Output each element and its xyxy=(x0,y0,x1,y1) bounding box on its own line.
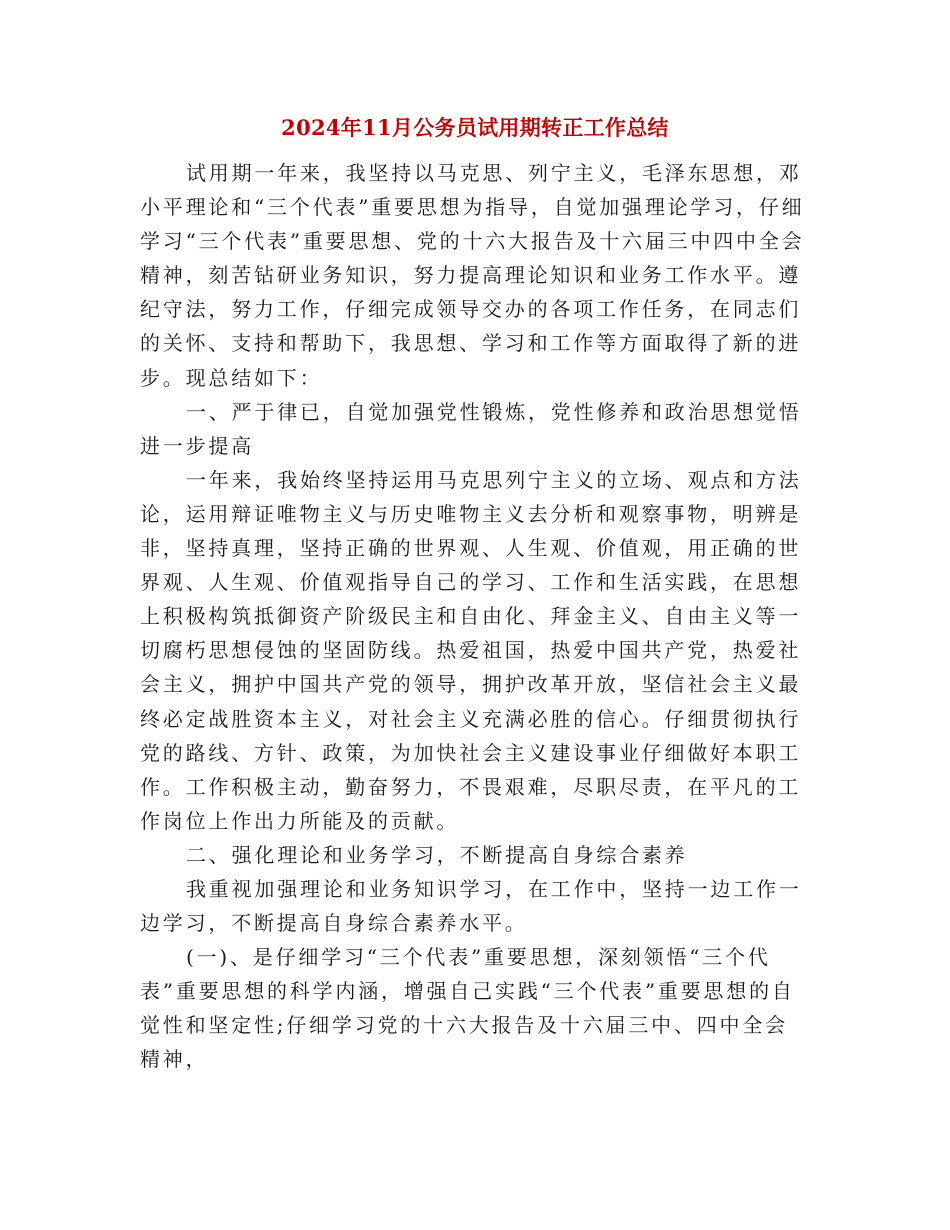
paragraph-intro: 试用期一年来，我坚持以马克思、列宁主义，毛泽东思想，邓小平理论和“三个代表”重要思想为指导，自觉加强理论学习，仔细学习“三个代表”重要思想、党的十六大报告及十六届三中四中全会精神，刻苦钻研业务知识，努力提高理论知识和业务工作水平。遵纪守法，努力工作，仔细完成领导交办的各项工作任务，在同志们的关怀、支持和帮助下，我思想、学习和工作等方面取得了新的进步。现总结如下： xyxy=(140,161,805,390)
section-heading-1: 一、严于律已，自觉加强党性锻炼，党性修养和政治思想觉悟进一步提高 xyxy=(140,399,802,458)
paragraph-subsection-1: (一)、是仔细学习“三个代表”重要思想，深刻领悟“三个代表”重要思想的科学内涵，增强自己实践“三个代表”重要思想的自觉性和坚定性;仔细学习党的十六大报告及十六届三中、四中全会精神， xyxy=(140,945,795,1072)
document-title: 2024年11月公务员试用期转正工作总结 xyxy=(281,115,669,140)
paragraph-section-2: 我重视加强理论和业务知识学习，在工作中，坚持一边工作一边学习，不断提高自身综合素养水平。 xyxy=(140,876,802,936)
paragraph-section-1: 一年来，我始终坚持运用马克思列宁主义的立场、观点和方法论，运用辩证唯物主义与历史唯物主义去分析和观察事物，明辨是非，坚持真理，坚持正确的世界观、人生观、价值观，用正确的世界观、人生观、价值观指导自己的学习、工作和生活实践，在思想上积极构筑抵御资产阶级民主和自由化、拜金主义、自由主义等一切腐朽思想侵蚀的坚固防线。热爱祖国，热爱中国共产党，热爱社会主义，拥护中国共产党的领导，拥护改革开放，坚信社会主义最终必定战胜资本主义，对社会主义充满必胜的信心。仔细贯彻执行党的路线、方针、政策，为加快社会主义建设事业仔细做好本职工作。工作积极主动，勤奋努力，不畏艰难，尽职尽责，在平凡的工作岗位上作出力所能及的贡献。 xyxy=(140,467,802,833)
document-body xyxy=(140,156,810,1077)
section-heading-2: 二、强化理论和业务学习，不断提高自身综合素养 xyxy=(186,842,688,867)
